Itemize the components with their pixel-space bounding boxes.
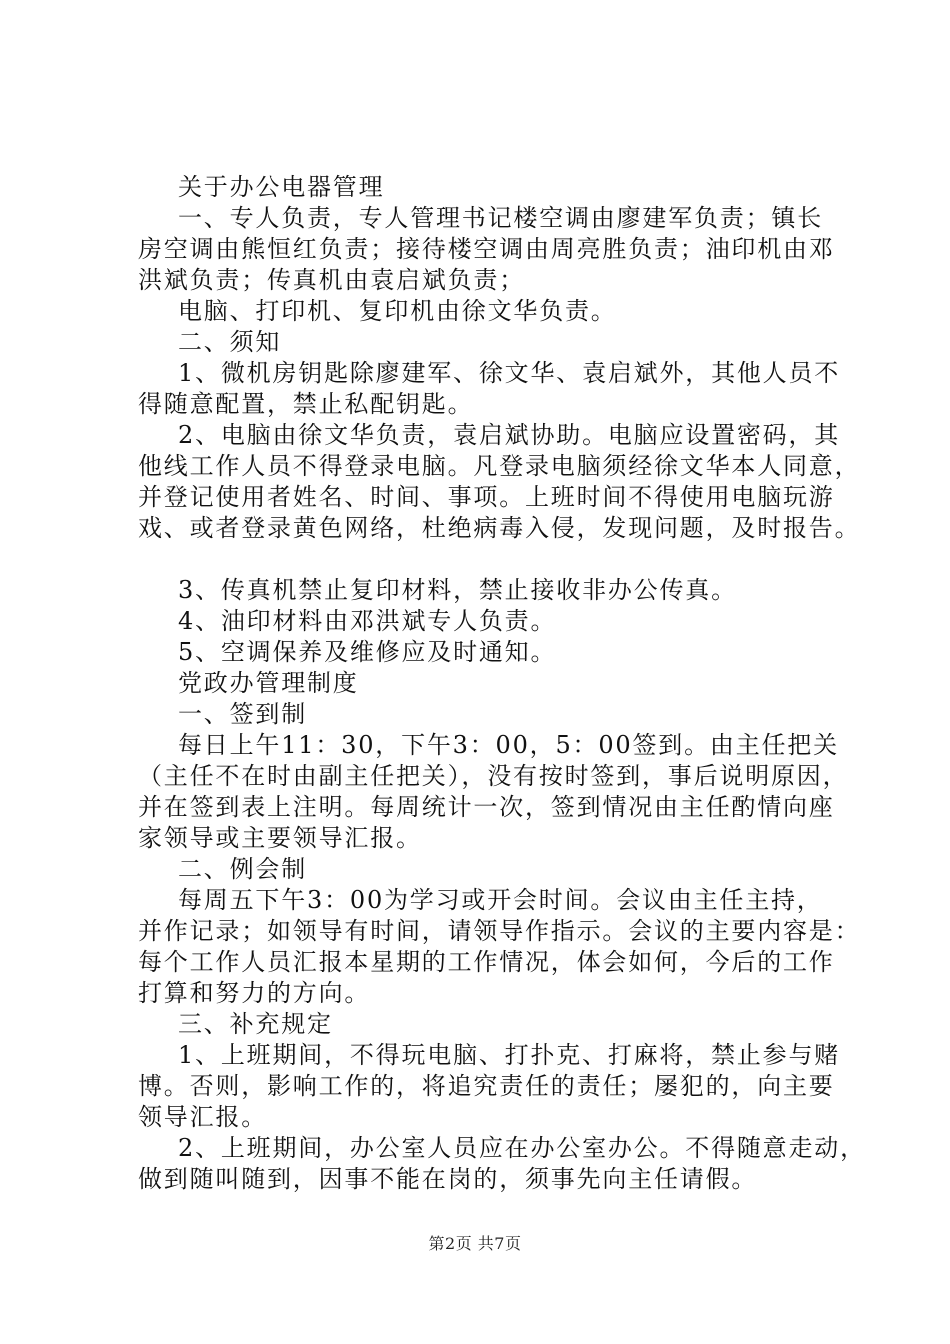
paragraph-line: 5、空调保养及维修应及时通知。 [178,638,557,666]
paragraph-line: 房空调由熊恒红负责；接待楼空调由周亮胜负责；油印机由邓 [138,235,835,263]
paragraph-line: 每日上午11：30，下午3：00，5：00签到。由主任把关 [178,731,839,759]
paragraph-line: 每周五下午3：00为学习或开会时间。会议由主任主持， [178,886,823,914]
paragraph-line: 并登记使用者姓名、时间、事项。上班时间不得使用电脑玩游 [138,483,835,511]
paragraph-line: 打算和努力的方向。 [138,979,371,1007]
paragraph-line: 电脑、打印机、复印机由徐文华负责。 [178,297,617,325]
paragraph-line: 家领导或主要领导汇报。 [138,824,422,852]
paragraph-line: 并在签到表上注明。每周统计一次，签到情况由主任酌情向座 [138,793,835,821]
section-heading-notice: 二、须知 [178,328,282,356]
section-title-electrical: 关于办公电器管理 [178,173,385,201]
paragraph-line: 1、微机房钥匙除廖建军、徐文华、袁启斌外，其他人员不 [178,359,841,387]
section-title-office-rules: 党政办管理制度 [178,669,359,697]
paragraph-line: 领导汇报。 [138,1103,267,1131]
paragraph-line: 2、上班期间，办公室人员应在办公室办公。不得随意走动， [178,1134,866,1162]
paragraph-line: 4、油印材料由邓洪斌专人负责。 [178,607,557,635]
blank-line [138,544,853,575]
section-heading-meetings: 二、例会制 [178,855,307,883]
paragraph-line: 一、专人负责，专人管理书记楼空调由廖建军负责；镇长 [178,204,823,232]
paragraph-line: 他线工作人员不得登录电脑。凡登录电脑须经徐文华本人同意， [138,452,861,480]
paragraph-line: 做到随叫随到，因事不能在岗的，须事先向主任请假。 [138,1165,758,1193]
paragraph-line: 洪斌负责；传真机由袁启斌负责； [138,266,525,294]
paragraph-line: 得随意配置，禁止私配钥匙。 [138,390,474,418]
paragraph-line: 戏、或者登录黄色网络，杜绝病毒入侵，发现问题，及时报告。 [138,514,861,542]
document-body [138,172,866,1195]
paragraph-line: 2、电脑由徐文华负责，袁启斌协助。电脑应设置密码，其 [178,421,841,449]
paragraph-line: 每个工作人员汇报本星期的工作情况，体会如何，今后的工作 [138,948,835,976]
paragraph-line: 1、上班期间，不得玩电脑、打扑克、打麻将，禁止参与赌 [178,1041,841,1069]
paragraph-line: 并作记录；如领导有时间，请领导作指示。会议的主要内容是： [138,917,861,945]
paragraph-line: （主任不在时由副主任把关），没有按时签到，事后说明原因， [138,762,849,790]
paragraph-line: 3、传真机禁止复印材料，禁止接收非办公传真。 [178,576,737,604]
page-number-footer: 第2页 共7页 [428,1234,522,1253]
section-heading-supplementary: 三、补充规定 [178,1010,333,1038]
paragraph-line: 博。否则，影响工作的，将追究责任的责任；屡犯的，向主要 [138,1072,835,1100]
section-heading-sign-in: 一、签到制 [178,700,307,728]
